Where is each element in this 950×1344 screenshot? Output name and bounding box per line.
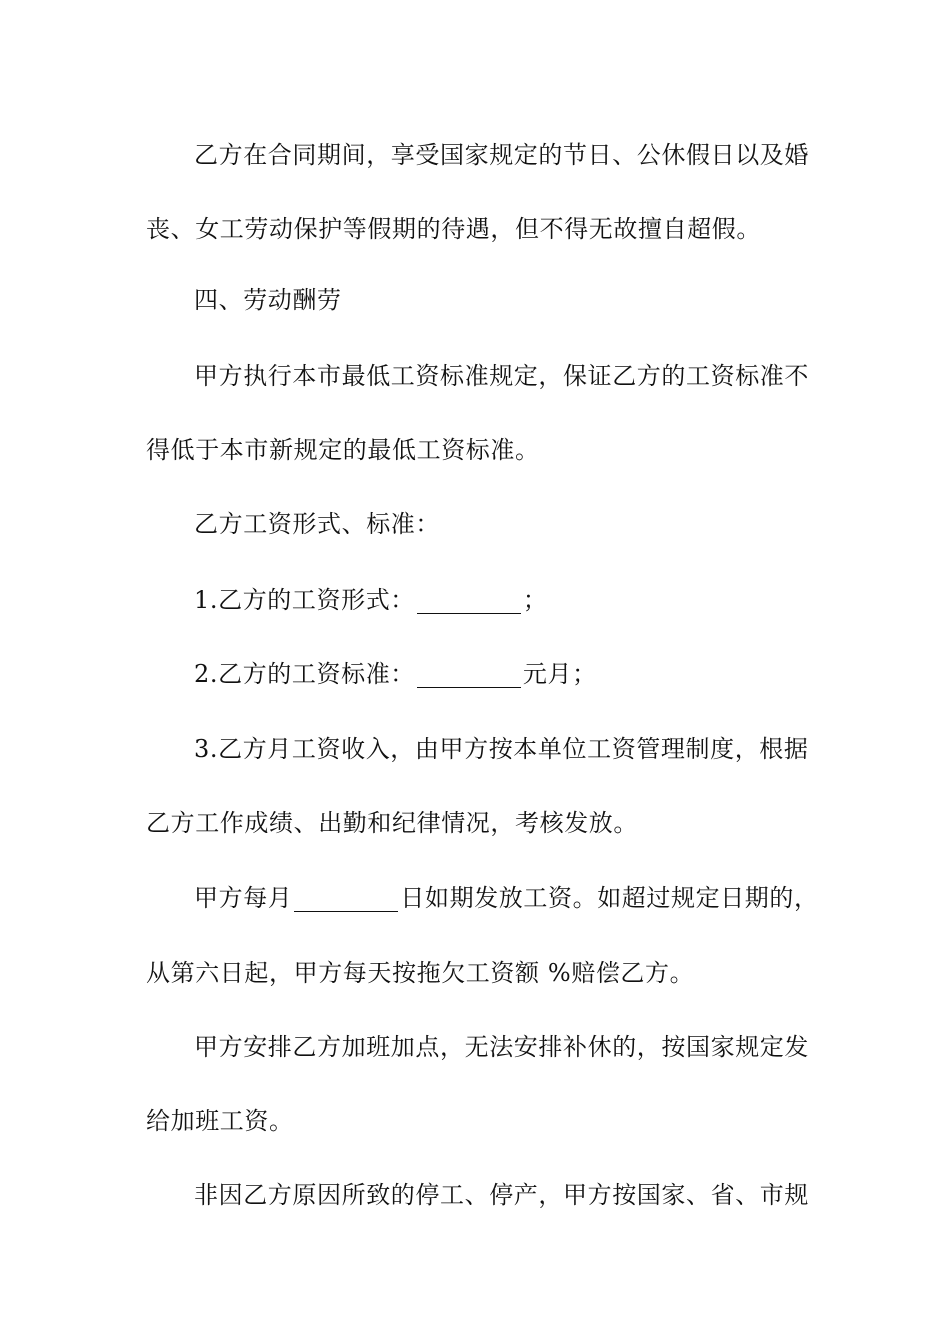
paragraph-line: 乙方在合同期间，享受国家规定的节日、公休假日以及婚 [194,141,809,169]
paragraph-line: 非因乙方原因所致的停工、停产，甲方按国家、省、市规 [194,1181,809,1209]
paragraph-line: 3.乙方月工资收入，由甲方按本单位工资管理制度，根据 [194,735,809,763]
wage-standard-label: 2.乙方的工资标准： [194,660,415,688]
pay-day-suffix: 日如期发放工资。如超过规定日期的， [400,884,819,912]
wage-form-suffix: ； [522,586,548,614]
pay-day-label: 甲方每月 [194,884,293,912]
pay-day-blank[interactable] [294,909,398,912]
paragraph-line: 得低于本市新规定的最低工资标准。 [146,436,540,464]
paragraph-line: 给加班工资。 [146,1107,294,1135]
wage-standard-blank[interactable] [417,685,521,688]
paragraph-line: 从第六日起，甲方每天按拖欠工资额 %赔偿乙方。 [146,959,695,987]
wage-standard-suffix: 元月； [522,660,597,688]
paragraph-line: 甲方执行本市最低工资标准规定，保证乙方的工资标准不 [194,362,809,390]
wage-form-blank[interactable] [417,611,521,614]
section-heading-labor-pay: 四、劳动酬劳 [194,286,342,314]
wage-form-line [0,580,950,620]
wage-form-label: 1.乙方的工资形式： [194,586,415,614]
paragraph-line: 甲方安排乙方加班加点，无法安排补休的，按国家规定发 [194,1033,809,1061]
paragraph-line: 丧、女工劳动保护等假期的待遇，但不得无故擅自超假。 [146,215,761,243]
wage-standard-line [0,654,950,694]
pay-day-line [0,878,950,918]
paragraph-line: 乙方工作成绩、出勤和纪律情况，考核发放。 [146,809,638,837]
paragraph-line: 乙方工资形式、标准： [194,510,440,538]
